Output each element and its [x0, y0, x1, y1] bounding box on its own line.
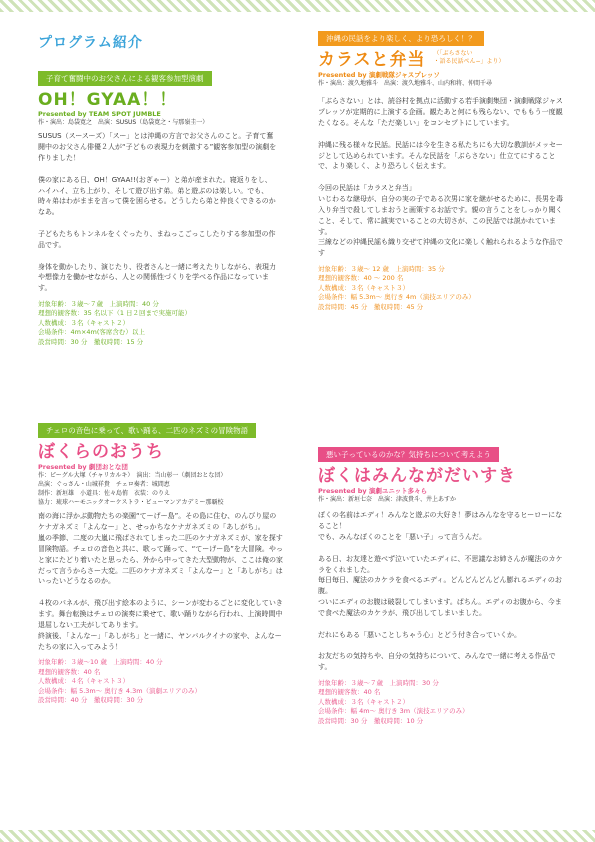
program-banner: チェロの音色に乗って、歌い踊る、二匹のネズミの冒険物語 [38, 423, 256, 438]
program-banner: 子育て奮闘中のお父さんによる観客参加型演劇 [38, 71, 212, 86]
program-banner: 悪い子っているのかな？気持ちについて考えよう [318, 447, 499, 462]
spec-line: 理想的観客数：35 名以下（1 日２回まで実施可能） [38, 309, 192, 318]
program-description: ぼくの名前はエディ！みんなと遊ぶの大好き！夢はみんなを守るヒーローになること！ でも、みんなぼくのことを「悪い子」って言うんだ。 ある日、お友達と遊べず泣いていたエディに、不思議なお姉さんが魔法のカケラをくれました。 毎日毎日、魔法のカケラを食べるエディ。どんどんどんどん膨れるエディのお腹。 ついにエディのお腹は破裂してしまいます。ぱちん。エディのお腹から、今まで食べた魔法のカケラが、飛び出してしまいました。 だれにもある「悪いことしちゃう心」とどう付き合っていくか。 お友だちの気持ちや、自分の気持ちについて、みんなで一緒に考える作品です。 [318, 511, 563, 672]
spec-line: 人数構成：３名（キャスト２） [38, 318, 129, 327]
program-description: SUSUS（スースーズ）「スー」とは沖縄の方言でお父さんのこと。子育て奮闘中のお父さん俳優２人が“子どもの表現力を刺激する”観客参加型の演劇を作りました！ 僕の家にある日、OH！GYAA!!(おぎゃー）と弟が産まれた。寝返りをし、ハイハイ、立ち上がり、そして遊び出す弟。弟と遊ぶのは楽しい。でも、時々弟はわがままを言って僕を困らせる。どうしたら弟と仲良くできるのかなあ。 子どもたちもトンネルをくぐったり、まねっこごっこしたりする参加型の作品です。 身体を動かしたり、演じたり、役者さんと一緒に考えたりしながら、表現力や想像力を働かせながら、人との関係性づくりを学べる作品になっています。 [38, 132, 277, 293]
credits: 作・演出：新垣七奈 出演：津波貴斗、井上あすか [318, 496, 457, 504]
spec-line: 理想的観客数：40 名 [318, 688, 381, 697]
program-subtitle: （「ぶらさない ・語る民話ぺん−」より） [433, 50, 505, 65]
program-title: ぼくはみんながだいすき [318, 466, 516, 486]
spec-line: 人数構成：３名（キャスト３） [318, 283, 409, 292]
credits: 作・演出：島袋寛之 出演：SUSUS（島袋寛之・与那嶺圭一） [38, 119, 209, 127]
spec-line: 対象年齢：３歳〜10 歳 上演時間：40 分 [38, 658, 163, 667]
credits [38, 471, 283, 507]
credit-line: 出演：ぐっさん・山城祥貴 チェロ奏者：城間恵 [38, 481, 170, 489]
spec-line: 会場条件：幅 4m〜 奥行き 3m（演技エリアのみ） [318, 707, 469, 716]
page-title: プログラム紹介 [38, 35, 143, 51]
spec-line: 理想的観客数：40 名 [38, 667, 101, 676]
spec-line: 会場条件：幅 5.3m〜 奥行き 4m（演技エリアのみ） [318, 293, 475, 302]
spec-line: 人数構成：４名（キャスト３） [38, 677, 129, 686]
spec-line: 設営時間：40 分 撤収時間：30 分 [38, 696, 144, 705]
spec-line: 設営時間：45 分 撤収時間：45 分 [318, 302, 424, 311]
program-bokura-no-ouchi [38, 418, 283, 705]
program-banner: 沖縄の民話をより楽しく、より恐ろしく！？ [318, 31, 484, 46]
program-specs [318, 265, 563, 312]
presented-by: Presented by 演劇ユニット多々ら [318, 487, 428, 496]
spec-line: 理想的観客数：40 〜 200 名 [318, 274, 404, 283]
program-specs [318, 679, 563, 726]
decorative-border-bottom [0, 830, 595, 842]
spec-line: 対象年齢：３歳〜７歳 上演時間：40 分 [38, 300, 159, 309]
program-title: カラスと弁当 [318, 50, 426, 70]
presented-by: Presented by 劇団おとな団 [38, 463, 128, 472]
program-description: 「ぶらさない」とは、読谷村を拠点に活動する若手演劇集団・演劇戦隊ジャスプレッソが定期的に上演する企画。観たあと何にも残らない、でももう一度観たくなる。そんな「ただ楽しい」をコンセプトにしています。 沖縄に残る様々な民話。民話には今を生きる私たちにも大切な教訓がメッセージとして込められています。そんな民話を「ぶらさない」仕立てにすることで、より楽しく、より恐ろしく伝えます。 今回の民話は「カラスと弁当」 いじわるな継母が、自分の実の子である次男に家を継がせるために、長男を毒入り弁当で殺してしまおうと画策するお話です。親の言うことをしっかり聞くこと、そして、常に誠実でいることの大切さが、この民話では説かれています。 三線などの沖縄民謡も織り交ぜて沖縄の文化に楽しく触れられるような作品です [318, 97, 563, 258]
program-title: ぼくらのおうち [38, 442, 164, 462]
program-specs [38, 658, 283, 705]
program-oh-gyaa [38, 66, 278, 347]
spec-line: 対象年齢：３歳〜 12 歳 上演時間：35 分 [318, 265, 445, 274]
decorative-border-top [0, 0, 595, 12]
program-karasu-to-bento [318, 26, 563, 312]
credits: 作・演出：渡久地雅斗 出演：渡久地雅斗、山内和将、仲間千尋 [318, 80, 493, 88]
spec-line: 人数構成：３名（キャスト２） [318, 697, 409, 706]
program-boku-wa-minna-ga-daisuki [318, 442, 563, 726]
spec-line: 対象年齢：３歳〜７歳 上演時間：30 分 [318, 679, 439, 688]
program-description: 南の海に浮かぶ動物たちの楽園“てーげー島”。その島に住む、のんびり屋のケナガネズミ「よんなー」と、せっかちなケナガネズミの「あしがち」。 嵐の季節、二度の大嵐に飛ばされてしまった二匹のケナガネズミが、家を探す冒険物語。チェロの音色と共に、歌って踊って、“てーげー島”を大冒険。やっと家にたどり着いたと思ったら、外から中ってきた大型動物が、ここは俺の家だって言うからさー大変。二匹のケナガネズミ「よんなー」と「あしがち」はいったいどうなるのか。 ４枚のパネルが、飛び出す絵本のように、シーンが変わるごとに変化していきます。舞台転換はチェロの演奏に乗せて、歌い踊りながら行われ、上演時間中退屈しない工夫がしてあります。 終演後、「よんなー」「あしがち」と一緒に、ヤンバルクイナの家や、よんなーたちの家に入ってみよう！ [38, 512, 283, 651]
credit-line: 作：ピーグル大塚（チャリカルキ） 演出：当山彰一（劇団おとな団） [38, 472, 227, 480]
program-title: OH！GYAA！！ [38, 90, 178, 110]
presented-by: Presented by 演劇戦隊ジャスプレッソ [318, 71, 440, 80]
spec-line: 設営時間：30 分 撤収時間：15 分 [38, 337, 144, 346]
program-specs [38, 300, 278, 347]
credit-line: 制作：新垣雄 小道具：佐々島侑 衣装：のりえ [38, 490, 171, 498]
spec-line: 会場条件：幅 5.3m〜 奥行き 4.3m（演劇エリアのみ） [38, 686, 202, 695]
credit-line: 協力：琉球ハーモニックオーケストラ・ビューマンアカデミー那覇校 [38, 499, 224, 507]
spec-line: 設営時間：30 分 撤収時間：10 分 [318, 716, 424, 725]
spec-line: 会場条件：4m×4m(客席含む）以上 [38, 328, 145, 337]
presented-by: Presented by TEAM SPOT JUMBLE [38, 110, 161, 119]
